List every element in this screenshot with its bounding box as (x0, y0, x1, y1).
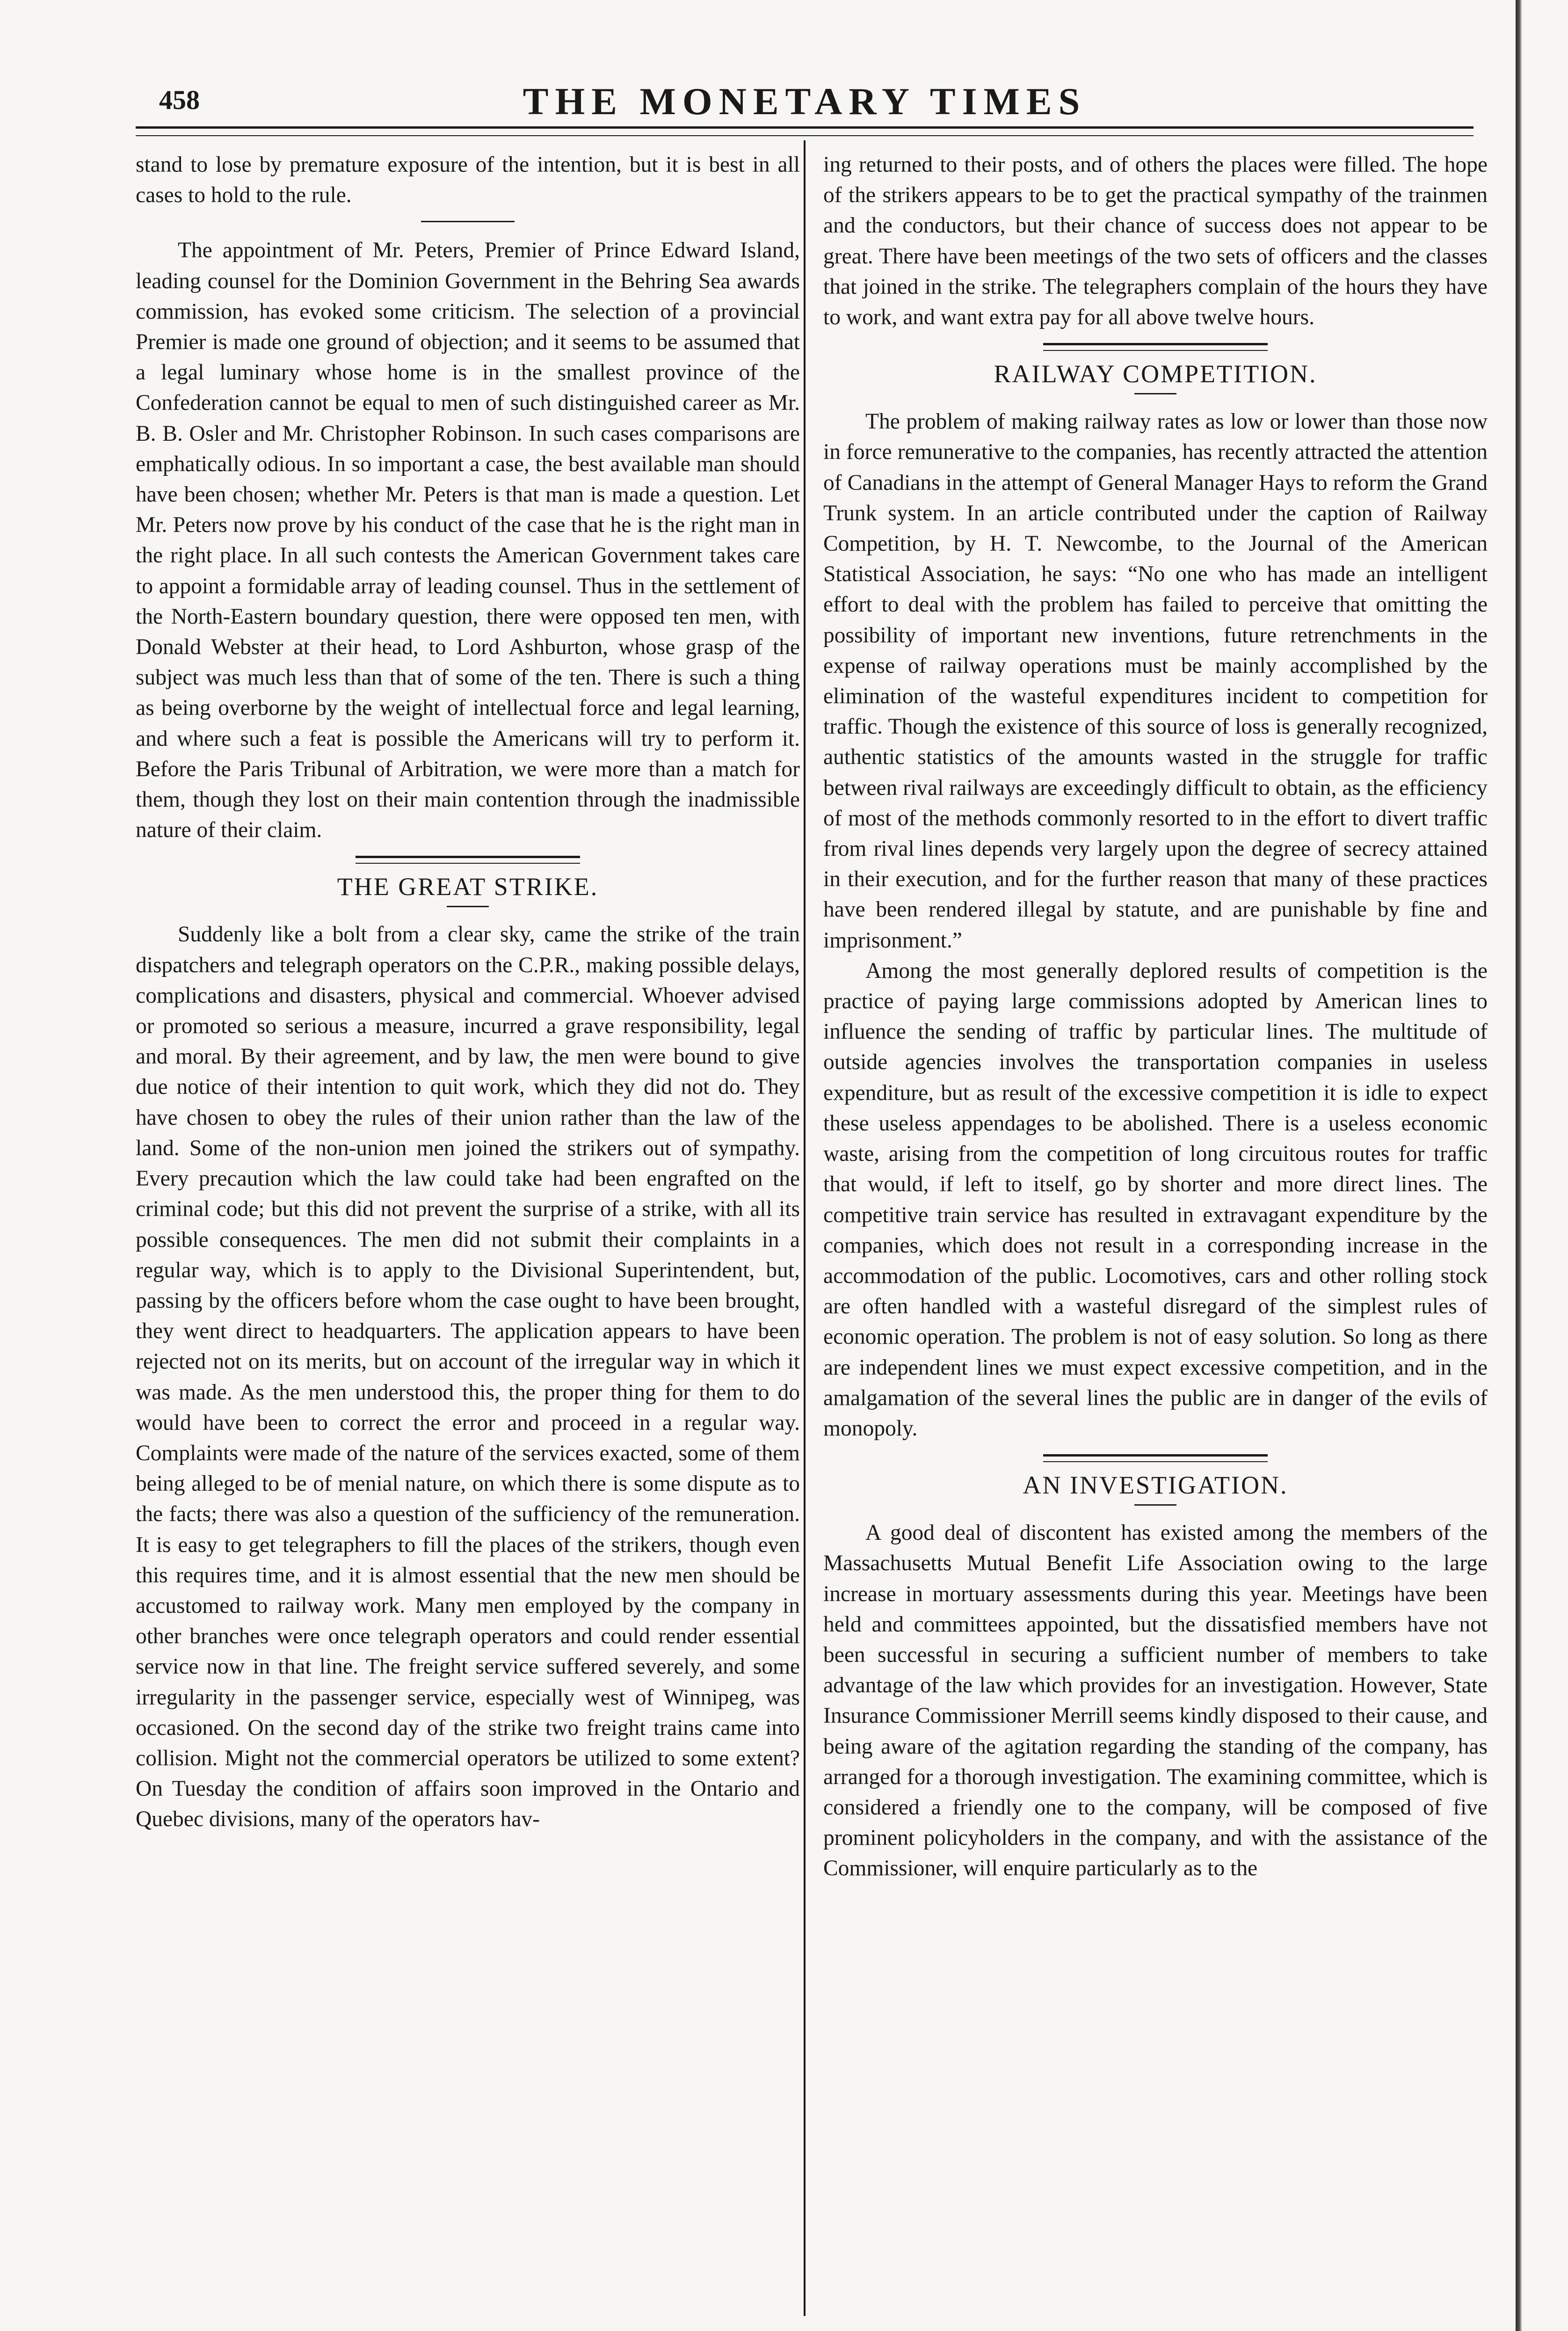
peters-paragraph: The appointment of Mr. Peters, Premier of Prince Edward Island, leading counsel for the Dominion Government in the Behring Sea awards commission, has evoked some criticism. The selection of a provincial Premier is made one ground of objection; and it seems to be assumed that a legal luminary whose home is in the smallest province of the Confederation cannot be equal to men of such distinguished career as Mr. B. B. Osler and Mr. Christopher Robinson. In such cases comparisons are emphatically odious. In so important a case, the best available man should have been chosen; whether Mr. Peters is that man is made a question. Let Mr. Peters now prove by his conduct of the case that he is the right man in the right place. In all such contests the American Government takes care to appoint a formidable array of leading counsel. Thus in the settlement of the North-Eastern boundary question, there were opposed ten men, with Donald Webster at their head, to Lord Ashburton, whose grasp of the subject was much less than that of some of the ten. There is such a thing as being overborne by the weight of intellectual force and legal learning, and where such a feat is possible the Americans will try to perform it. Before the Paris Tribunal of Arbitration, we were more than a match for them, though they lost on their main contention through the inadmissible nature of their claim. (136, 238, 800, 843)
title-rule (1134, 393, 1176, 394)
section-title-railway-competition: RAILWAY COMPETITION. (994, 360, 1317, 388)
page-header (136, 70, 1474, 131)
title-rule (447, 906, 489, 907)
section-title-great-strike: THE GREAT STRIKE. (337, 873, 599, 901)
section-title-investigation: AN INVESTIGATION. (1023, 1471, 1288, 1500)
masthead-title: THE MONETARY TIMES (523, 80, 1087, 123)
section-rule (356, 856, 580, 864)
investigation-paragraph: A good deal of discontent has existed among the members of the Massachusetts Mutual Benefit Life Association owing to the large increase in mortuary assessments during this year. Meetings have been held and committees appointed, but the dissatisfied members have not been successful in securing a sufficient number of members to take advantage of the law which provides for an investigation. However, State Insurance Commissioner Merrill seems kindly disposed to their cause, and being aware of the agitation regarding the standing of the company, has arranged for a thorough investigation. The examining committee, which is considered a friendly one to the company, will be composed of five prominent policyholders in the company, and with the assistance of the Commissioner, will enquire particularly as to the (823, 1521, 1488, 1881)
continued-paragraph: stand to lose by premature exposure of the intention, but it is best in all cases to hold to the rule. (136, 153, 800, 208)
section-rule (1043, 343, 1268, 351)
railway-paragraph-2: Among the most generally deplored results of competition is the practice of paying large commissions adopted by American lines to influence the sending of traffic by particular lines. The multitude of outside agencies involves the transportation companies in useless expenditure, but as result of the excessive competition it is idle to expect these useless appendages to be abolished. There is a useless economic waste, arising from the competition of long circuitous routes for traffic that would, if left to itself, go by shorter and more direct lines. The competitive train service has resulted in extravagant expenditure by the companies, which does not result in a corresponding increase in the accommodation of the public. Locomotives, cars and other rolling stock are often handled with a wasteful disregard of the simplest rules of economic operation. The problem is not of easy solution. So long as there are independent lines we must expect excessive competition, and in the amalgamation of the several lines the public are in danger of the evils of monopoly. (823, 958, 1488, 1441)
column-divider (804, 140, 806, 2316)
railway-paragraph-1: The problem of making railway rates as low or lower than those now in force remunerative to the companies, has recently attracted the attention of Canadians in the attempt of General Manager Hays to reform the Grand Trunk system. In an article contributed under the caption of Railway Competition, by H. T. Newcombe, to the Journal of the American Statistical Association, he says: “No one who has made an intelligent effort to deal with the problem has failed to perceive that omitting the possibility of important new inventions, future retrenchments in the expense of railway operations must be mainly accomplished by the elimination of the wasteful expenditures incident to competition for traffic. Though the existence of this source of loss is generally recognized, authentic statistics of the amounts wasted in the struggle for traffic between rival railways are exceedingly difficult to obtain, as the efficiency of most of the methods commonly resorted to in the effort to divert traffic from rival lines depends very largely upon the degree of secrecy attained in their execution, and for the further reason that many of these practices have been rendered illegal by statute, and are punishable by fine and imprisonment.” (823, 409, 1488, 953)
right-column (823, 150, 1488, 2321)
section-rule (1043, 1454, 1268, 1462)
title-rule (1134, 1504, 1176, 1506)
strike-continued-paragraph: ing returned to their posts, and of others the places were filled. The hope of the strikers appears to be to get the practical sympathy of the trainmen and the conductors, but their chance of success does not appear to be great. There have been meetings of the two sets of officers and the classes that joined in the strike. The telegraphers complain of the hours they have to work, and want extra pay for all above twelve hours. (823, 153, 1488, 330)
left-column (136, 150, 800, 2321)
page-number: 458 (159, 85, 200, 115)
scan-binding-edge (1516, 0, 1522, 2331)
strike-paragraph: Suddenly like a bolt from a clear sky, came the strike of the train dispatchers and telegraph operators on the C.P.R., making possible delays, complications and disasters, physical and commercial. Whoever advised or promoted so serious a measure, incurred a grave responsibility, legal and moral. By their agreement, and by law, the men were bound to give due notice of their intention to quit work, which they did not do. They have chosen to obey the rules of their union rather than the law of the land. Some of the non-union men joined the strikers out of sympathy. Every precaution which the law could take had been engrafted on the criminal code; but this did not prevent the surprise of a strike, with all its possible consequences. The men did not submit their complaints in a regular way, which is to apply to the Divisional Superintendent, but, passing by the officers before whom the case ought to have been brought, they went direct to headquarters. The application appears to have been rejected not on its merits, but on account of the irregular way in which it was made. As the men understood this, the proper thing for them to do would have been to correct the error and proceed in a regular way. Complaints were made of the nature of the services exacted, some of them being alleged to be of menial nature, on which there is some dispute as to the facts; there was also a question of the sufficiency of the remuneration. It is easy to get telegraphers to fill the places of the strikers, though even this requires time, and it is almost essential that the new men should be accustomed to railway work. Many men employed by the company in other branches were once telegraph operators and could render essential service now in that line. The freight service suffered severely, and some irregularity in the passenger service, especially west of Winnipeg, was occasioned. On the second day of the strike two freight trains came into collision. Might not the commercial operators be utilized to some extent? On Tuesday the condition of affairs soon improved in the Ontario and Quebec divisions, many of the operators hav- (136, 922, 800, 1832)
header-rule (136, 126, 1474, 136)
paragraph-divider (421, 221, 515, 222)
